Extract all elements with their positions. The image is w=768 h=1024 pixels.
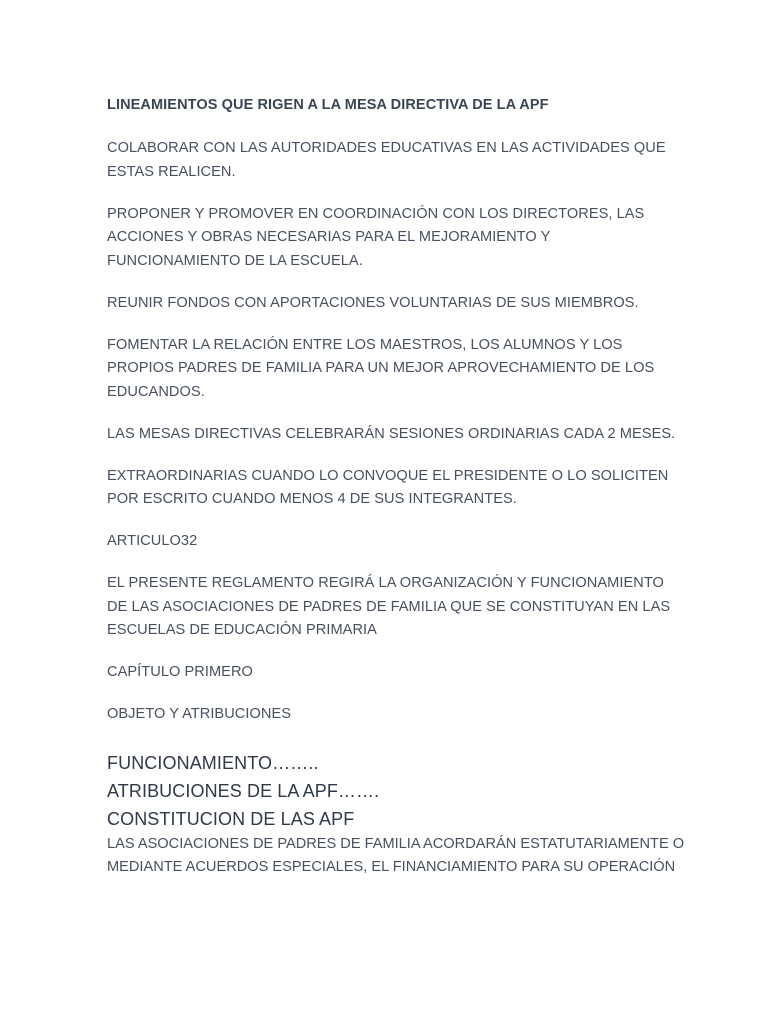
paragraph-objeto: OBJETO Y ATRIBUCIONES: [107, 706, 292, 722]
paragraph-capitulo: CAPÍTULO PRIMERO: [107, 664, 253, 680]
paragraph-articulo: ARTICULO32: [107, 533, 198, 549]
paragraph-reglamento: EL PRESENTE REGLAMENTO REGIRÁ LA ORGANIZACIÓN Y FUNCIONAMIENTO DE LAS ASOCIACIONES DE PADRES DE FAMILIA QUE SE CONSTITUYAN EN LAS ESCUELAS DE EDUCACIÓN PRIMARIA: [107, 575, 671, 638]
paragraph-fomentar: FOMENTAR LA RELACIÓN ENTRE LOS MAESTROS, LOS ALUMNOS Y LOS PROPIOS PADRES DE FAMILIA PARA UN MEJOR APROVECHAMIENTO DE LOS EDUCANDOS.: [107, 336, 655, 400]
heading-atribuciones: ATRIBUCIONES DE LA APF…….: [107, 780, 380, 801]
heading-constitucion: CONSTITUCION DE LAS APF: [107, 808, 355, 829]
paragraph-colaborar: COLABORAR CON LAS AUTORIDADES EDUCATIVAS EN LAS ACTIVIDADES QUE ESTAS REALICEN.: [107, 140, 666, 180]
section-headings: [107, 749, 687, 833]
paragraph-closing: LAS ASOCIACIONES DE PADRES DE FAMILIA ACORDARÁN ESTATUTARIAMENTE O MEDIANTE ACUERDOS ESPECIALES, EL FINANCIAMIENTO PARA SU OPERACIÓN: [107, 835, 685, 875]
heading-funcionamiento: FUNCIONAMIENTO……..: [107, 752, 319, 773]
paragraph-sesiones-ordinarias: LAS MESAS DIRECTIVAS CELEBRARÁN SESIONES ORDINARIAS CADA 2 MESES.: [107, 425, 676, 442]
document-page: [107, 94, 687, 880]
document-title: LINEAMIENTOS QUE RIGEN A LA MESA DIRECTIVA DE LA APF: [107, 97, 549, 113]
paragraph-extraordinarias: EXTRAORDINARIAS CUANDO LO CONVOQUE EL PRESIDENTE O LO SOLICITEN POR ESCRITO CUANDO MENOS 4 DE SUS INTEGRANTES.: [107, 467, 669, 507]
paragraph-reunir-fondos: REUNIR FONDOS CON APORTACIONES VOLUNTARIAS DE SUS MIEMBROS.: [107, 294, 639, 311]
paragraph-proponer: PROPONER Y PROMOVER EN COORDINACIÓN CON LOS DIRECTORES, LAS ACCIONES Y OBRAS NECESARIAS PARA EL MEJORAMIENTO Y FUNCIONAMIENTO DE LA ESCUELA.: [107, 205, 645, 269]
